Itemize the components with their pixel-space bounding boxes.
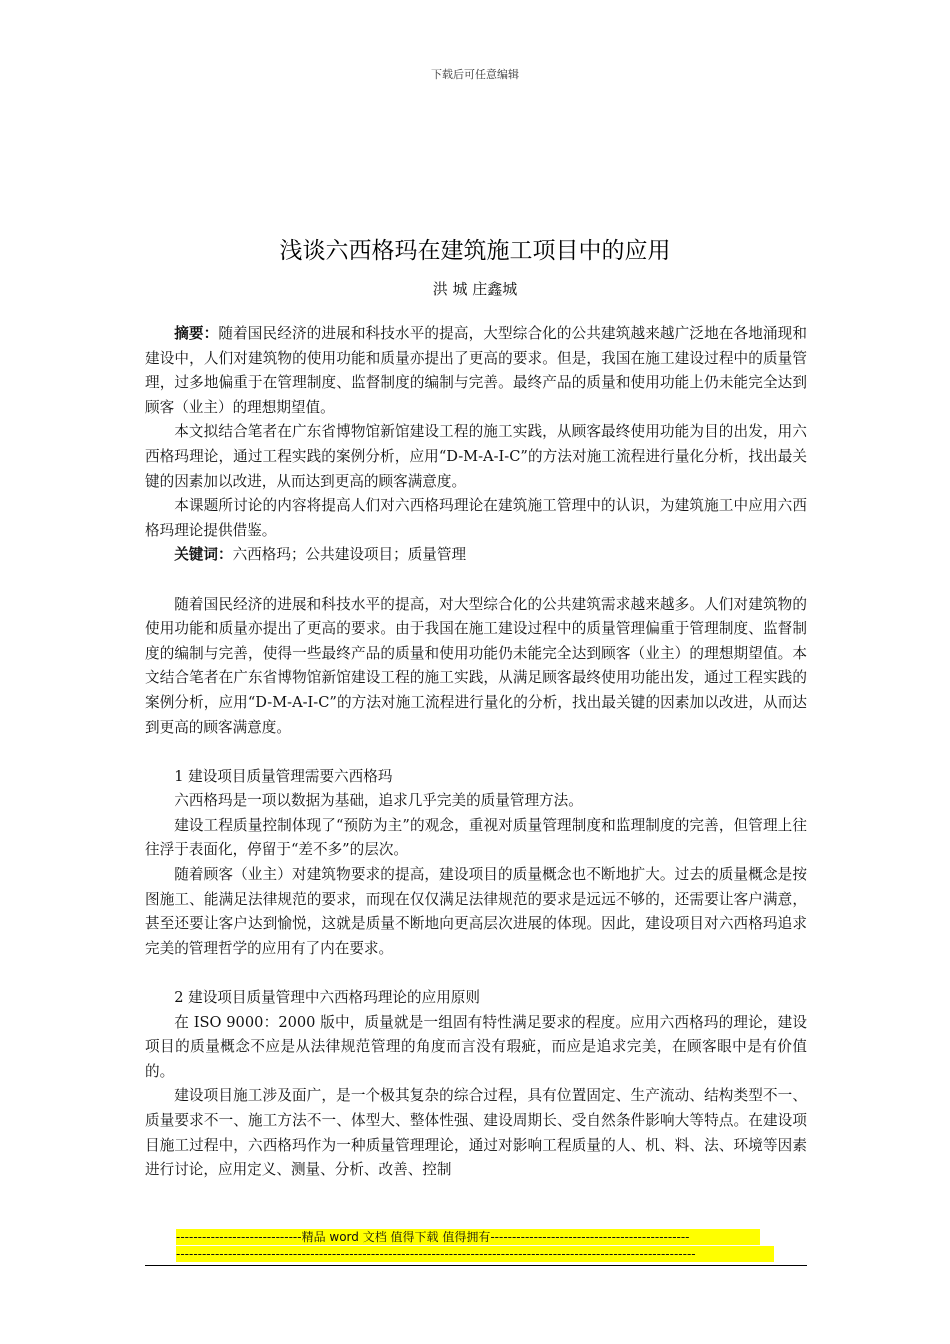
abstract-paragraph-2: 本文拟结合笔者在广东省博物馆新馆建设工程的施工实践，从顾客最终使用功能为目的出发，用六西格玛理论，通过工程实践的案例分析，应用“D-M-A-I-C”的方法对施工流程进行量化分析，找出最关键的因素加以改进，从而达到更高的顾客满意度。: [145, 423, 807, 490]
page-header: 下载后可任意编辑: [431, 68, 519, 81]
section-1-paragraph-3: 随着顾客（业主）对建筑物要求的提高，建设项目的质量概念也不断地扩大。过去的质量概念是按图施工、能满足法律规范的要求，而现在仅仅满足法律规范的要求是远远不够的，还需要让客户满意，甚至还要让客户达到愉悦，这就是质量不断地向更高层次进展的体现。因此，建设项目对六西格玛追求完美的管理哲学的应用有了内在要求。: [145, 866, 807, 957]
footer-banner-line-2: ------------------------------------------------------------------------------------------------------------------------: [176, 1246, 774, 1262]
keywords-label: 关键词：: [174, 546, 233, 564]
abstract-paragraph-3: 本课题所讨论的内容将提高人们对六西格玛理论在建筑施工管理中的认识，为建筑施工中应用六西格玛理论提供借鉴。: [145, 497, 807, 539]
spacer: [145, 568, 807, 593]
section-1-paragraph-2: 建设工程质量控制体现了“预防为主”的观念，重视对质量管理制度和监理制度的完善，但管理上往往浮于表面化，停留于“差不多”的层次。: [145, 816, 807, 859]
document-body: [145, 322, 807, 1183]
footer-banner-line-1: -----------------------------精品 word 文档 值得下载 值得拥有----------------------------------------------: [176, 1229, 760, 1245]
abstract-paragraph: [145, 322, 807, 420]
footer-banner: [176, 1229, 774, 1262]
authors: 洪 城 庄鑫城: [432, 280, 518, 298]
document-title: 浅谈六西格玛在建筑施工项目中的应用: [279, 238, 671, 264]
keywords-line: [145, 543, 807, 568]
section-1-heading: 1 建设项目质量管理需要六西格玛: [174, 767, 393, 785]
section-2-heading: 2 建设项目质量管理中六西格玛理论的应用原则: [174, 989, 480, 1007]
footer-divider: [145, 1265, 807, 1266]
spacer: [145, 740, 807, 765]
abstract-label: 摘要：: [174, 325, 219, 342]
keywords-text: 六西格玛；公共建设项目；质量管理: [232, 546, 467, 564]
abstract-text: 随着国民经济的进展和科技水平的提高，大型综合化的公共建筑越来越广泛地在各地涌现和建设中，人们对建筑物的使用功能和质量亦提出了更高的要求。但是，我国在施工建设过程中的质量管理，过多地偏重于在管理制度、监督制度的编制与完善。最终产品的质量和使用功能上仍未能完全达到顾客（业主）的理想期望值。: [145, 325, 807, 416]
section-1-paragraph-1: 六西格玛是一项以数据为基础，追求几乎完美的质量管理方法。: [174, 792, 583, 810]
section-2-paragraph-2: 建设项目施工涉及面广，是一个极其复杂的综合过程，具有位置固定、生产流动、结构类型不一、质量要求不一、施工方法不一、体型大、整体性强、建设周期长、受自然条件影响大等特点。在建设项目施工过程中，六西格玛作为一种质量管理理论，通过对影响工程质量的人、机、料、法、环境等因素进行讨论，应用定义、测量、分析、改善、控制: [145, 1087, 807, 1179]
section-2-paragraph-1: 在 ISO 9000：2000 版中，质量就是一组固有特性满足要求的程度。应用六西格玛的理论，建设项目的质量概念不应是从法律规范管理的角度而言没有瑕疵，而应是追求完美，在顾客眼中是有价值的。: [145, 1013, 807, 1080]
intro-paragraph: 随着国民经济的进展和科技水平的提高，对大型综合化的公共建筑需求越来越多。人们对建筑物的使用功能和质量亦提出了更高的要求。由于我国在施工建设过程中的质量管理偏重于管理制度、监督制度的编制与完善，使得一些最终产品的质量和使用功能仍未能完全达到顾客（业主）的理想期望值。本文结合笔者在广东省博物馆新馆建设工程的施工实践，从满足顾客最终使用功能出发，通过工程实践的案例分析，应用“D-M-A-I-C”的方法对施工流程进行量化的分析，找出最关键的因素加以改进，从而达到更高的顾客满意度。: [145, 595, 807, 736]
spacer: [145, 961, 807, 986]
